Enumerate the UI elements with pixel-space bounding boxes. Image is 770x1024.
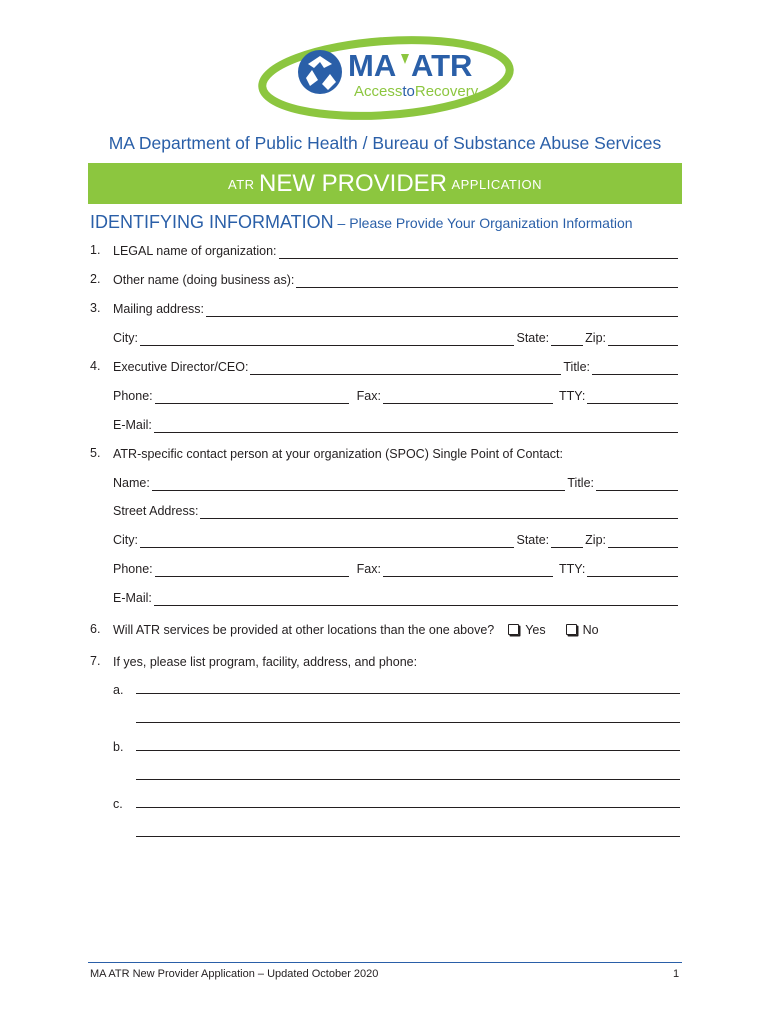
spoc-email-field[interactable] (154, 594, 678, 606)
title-banner (88, 163, 682, 204)
other-locations-label: Will ATR services be provided at other locations than the one above? (113, 623, 495, 637)
spoc-city-row (113, 532, 680, 548)
dba-field[interactable] (296, 276, 678, 288)
executive-fax-field[interactable] (383, 392, 553, 404)
legal-name-row (113, 243, 680, 259)
location-b-line-2[interactable] (136, 779, 680, 780)
dba-label: Other name (doing business as): (113, 273, 295, 287)
location-c-line-2[interactable] (136, 836, 680, 837)
executive-email-row (113, 417, 680, 433)
spoc-title-label: Title: (567, 476, 594, 490)
locations-list-label: If yes, please list program, facility, address, and phone: (113, 655, 418, 669)
executive-field[interactable] (250, 363, 561, 375)
yes-label: Yes (525, 623, 546, 637)
dba-row (113, 272, 680, 288)
banner-main: NEW PROVIDER (259, 170, 448, 197)
yes-option[interactable] (508, 622, 545, 638)
mailing-state-field[interactable] (551, 334, 583, 346)
spoc-state-label: State: (516, 533, 550, 547)
tty-label: TTY: (558, 389, 586, 403)
location-b-line-1[interactable] (136, 750, 680, 751)
location-c-line-1[interactable] (136, 807, 680, 808)
mailing-city-field[interactable] (140, 334, 514, 346)
page-number: 1 (673, 968, 680, 980)
department-subtitle: MA Department of Public Health / Bureau of Substance Abuse Services (108, 133, 662, 153)
item-a-letter: a. (113, 683, 124, 697)
q5-number: 5. (90, 446, 101, 460)
spoc-city-label: City: (113, 533, 138, 547)
spoc-fax-label: Fax: (356, 562, 381, 576)
spoc-zip-field[interactable] (608, 536, 678, 548)
legal-name-label: LEGAL name of organization: (113, 244, 277, 258)
logo-graphic (258, 34, 514, 124)
spoc-fax-field[interactable] (383, 565, 553, 577)
section-heading: IDENTIFYING INFORMATION (90, 212, 334, 232)
spoc-street-field[interactable] (200, 507, 678, 519)
location-a-line-2[interactable] (136, 722, 680, 723)
fax-label: Fax: (356, 389, 381, 403)
executive-tty-field[interactable] (587, 392, 678, 404)
svg-text:MA: MA (348, 48, 397, 83)
svg-text:ATR: ATR (411, 48, 473, 83)
footer-divider (88, 962, 682, 963)
spoc-state-field[interactable] (551, 536, 583, 548)
zip-label: Zip: (585, 331, 606, 345)
legal-name-field[interactable] (279, 247, 678, 259)
spoc-street-row (113, 503, 680, 519)
q3-number: 3. (90, 301, 101, 315)
mailing-address-label: Mailing address: (113, 302, 205, 316)
banner-prefix: ATR (228, 177, 255, 192)
banner-suffix: APPLICATION (451, 177, 542, 192)
spoc-label: ATR-specific contact person at your organization (SPOC) Single Point of Contact: (113, 447, 563, 461)
phone-label: Phone: (113, 389, 153, 403)
spoc-heading-row (113, 446, 680, 462)
executive-row (113, 359, 680, 375)
spoc-tty-label: TTY: (558, 562, 586, 576)
name-label: Name: (113, 476, 150, 490)
executive-title-field[interactable] (592, 363, 678, 375)
email-label: E-Mail: (113, 418, 152, 432)
mailing-zip-field[interactable] (608, 334, 678, 346)
q7-number: 7. (90, 654, 101, 668)
spoc-tty-field[interactable] (587, 565, 678, 577)
spoc-phone-field[interactable] (155, 565, 349, 577)
executive-phone-row (113, 388, 680, 404)
spoc-name-row (113, 475, 680, 491)
spoc-email-row (113, 590, 680, 606)
no-checkbox[interactable] (566, 624, 577, 635)
section-subheading: – Please Provide Your Organization Information (333, 215, 633, 231)
spoc-phone-row (113, 561, 680, 577)
executive-email-field[interactable] (154, 421, 678, 433)
item-b-letter: b. (113, 740, 124, 754)
spoc-phone-label: Phone: (113, 562, 153, 576)
street-label: Street Address: (113, 504, 199, 518)
q2-number: 2. (90, 272, 101, 286)
svg-text:AccesstoRecovery: AccesstoRecovery (354, 83, 479, 100)
locations-list-heading (113, 654, 680, 670)
title-label: Title: (563, 360, 590, 374)
spoc-city-field[interactable] (140, 536, 514, 548)
yes-checkbox[interactable] (508, 624, 519, 635)
q4-number: 4. (90, 359, 101, 373)
mailing-address-field[interactable] (206, 305, 678, 317)
section-title (90, 212, 633, 233)
state-label: State: (516, 331, 550, 345)
spoc-name-field[interactable] (152, 479, 566, 491)
spoc-title-field[interactable] (596, 479, 678, 491)
city-label: City: (113, 331, 138, 345)
footer-text: MA ATR New Provider Application – Updated October 2020 (90, 968, 379, 980)
executive-label: Executive Director/CEO: (113, 360, 249, 374)
q1-number: 1. (90, 243, 101, 257)
no-option[interactable] (566, 622, 599, 638)
executive-phone-field[interactable] (155, 392, 349, 404)
mailing-city-row (113, 330, 680, 346)
no-label: No (582, 623, 599, 637)
spoc-email-label: E-Mail: (113, 591, 152, 605)
location-a-line-1[interactable] (136, 693, 680, 694)
item-c-letter: c. (113, 797, 123, 811)
spoc-zip-label: Zip: (585, 533, 606, 547)
mailing-address-row (113, 301, 680, 317)
other-locations-row (113, 622, 680, 638)
ma-atr-logo (258, 34, 514, 124)
q6-number: 6. (90, 622, 101, 636)
